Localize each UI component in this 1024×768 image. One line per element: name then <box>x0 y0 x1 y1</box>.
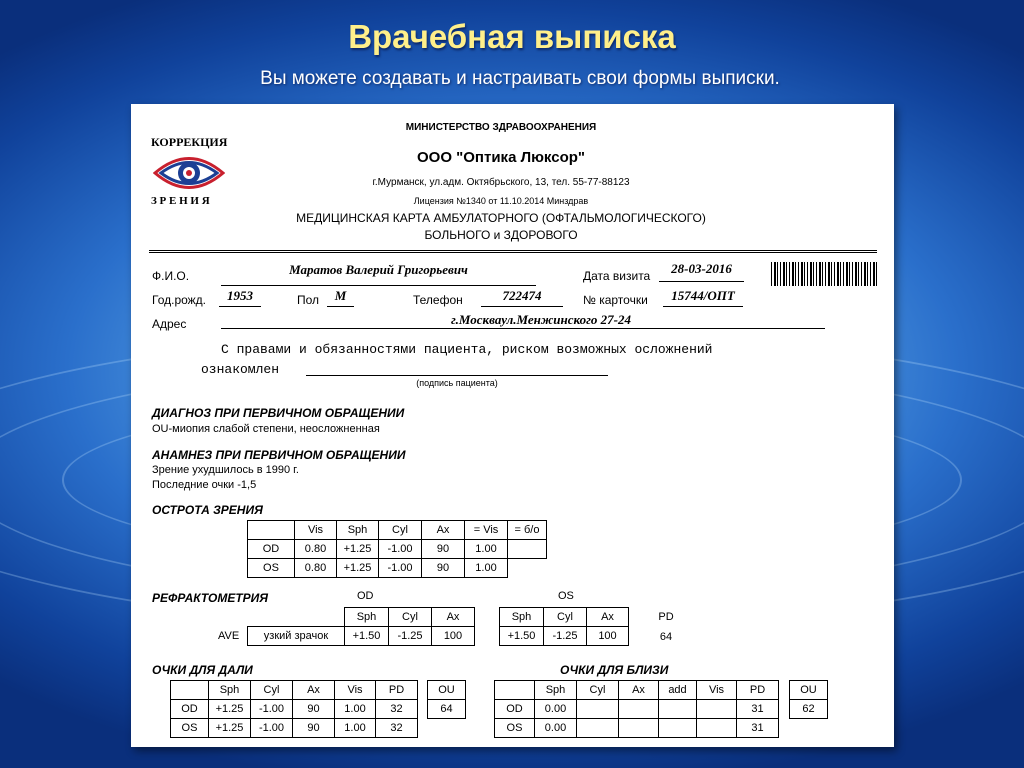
visit-line <box>659 281 744 282</box>
table-cell: = б/о <box>508 521 547 540</box>
near-ou-table <box>789 680 828 719</box>
table-cell: Vis <box>697 681 737 700</box>
table-cell[interactable]: +1.25 <box>209 700 251 719</box>
table-row <box>248 627 475 646</box>
table-cell[interactable] <box>659 700 697 719</box>
table-cell <box>248 521 295 540</box>
card-title-line2: БОЛЬНОГО и ЗДОРОВОГО <box>424 228 578 242</box>
table-cell[interactable]: 90 <box>422 559 465 578</box>
fio-label: Ф.И.О. <box>152 269 190 283</box>
table-cell[interactable]: 0.80 <box>295 559 337 578</box>
near-glasses-heading: ОЧКИ ДЛЯ БЛИЗИ <box>560 663 669 677</box>
far-glasses-table <box>170 680 418 738</box>
birth-line <box>219 306 261 307</box>
header-divider <box>149 250 877 253</box>
table-cell[interactable]: 1.00 <box>465 540 508 559</box>
table-cell[interactable]: -1.25 <box>544 627 587 646</box>
table-cell[interactable]: 1.00 <box>465 559 508 578</box>
table-header-row <box>495 681 779 700</box>
patient-address[interactable]: г.Москваул.Менжинского 27-24 <box>451 312 631 327</box>
table-cell: Vis <box>335 681 376 700</box>
table-cell: Ax <box>293 681 335 700</box>
ministry-name: МИНИСТЕРСТВО ЗДРАВООХРАНЕНИЯ <box>405 122 597 133</box>
table-row <box>495 719 779 738</box>
table-row <box>500 627 629 646</box>
barcode-icon <box>771 262 879 286</box>
anamnesis-line-1: Зрение ухудшилось в 1990 г. <box>152 464 299 476</box>
table-cell[interactable]: -1.25 <box>389 627 432 646</box>
table-row <box>171 700 418 719</box>
card-title-line1: МЕДИЦИНСКАЯ КАРТА АМБУЛАТОРНОГО (ОФТАЛЬМОЛОГИЧЕСКОГО) <box>296 211 706 225</box>
visit-label: Дата визита <box>583 269 651 283</box>
table-cell[interactable]: 31 <box>737 700 779 719</box>
table-row <box>495 700 779 719</box>
phone-label: Телефон <box>413 293 463 307</box>
table-cell[interactable]: +1.50 <box>500 627 544 646</box>
table-cell: OD <box>171 700 209 719</box>
patient-name[interactable]: Маратов Валерий Григорьевич <box>289 262 468 277</box>
table-cell: OU <box>790 681 828 700</box>
org-address: г.Мурманск, ул.адм. Октябрьского, 13, тел. 55-77-88123 <box>372 177 630 188</box>
card-number[interactable]: 15744/ОПТ <box>671 288 735 303</box>
table-cell: Ax <box>619 681 659 700</box>
table-cell <box>248 608 345 627</box>
ave-label: AVE <box>218 630 240 642</box>
table-cell[interactable]: 100 <box>432 627 475 646</box>
table-cell[interactable]: 90 <box>293 700 335 719</box>
table-cell: Sph <box>535 681 577 700</box>
table-cell: Cyl <box>577 681 619 700</box>
table-cell[interactable] <box>659 719 697 738</box>
logo-top-text: КОРРЕКЦИЯ <box>151 135 228 149</box>
anamnesis-line-2: Последние очки -1,5 <box>152 479 257 491</box>
refract-od-table <box>247 607 475 646</box>
table-cell: PD <box>376 681 418 700</box>
diagnosis-text: OU-миопия слабой степени, неосложненная <box>152 423 380 435</box>
diagnosis-heading: ДИАГНОЗ ПРИ ПЕРВИЧНОМ ОБРАЩЕНИИ <box>152 406 405 420</box>
table-cell: Cyl <box>389 608 432 627</box>
table-cell[interactable]: +1.50 <box>345 627 389 646</box>
card-number-label: № карточки <box>583 293 648 307</box>
table-cell: OU <box>428 681 466 700</box>
table-cell: = Vis <box>465 521 508 540</box>
table-cell[interactable]: узкий зрачок <box>248 627 345 646</box>
table-cell[interactable]: +1.25 <box>337 559 379 578</box>
table-cell[interactable]: -1.00 <box>379 559 422 578</box>
table-header-row <box>428 681 466 700</box>
acuity-heading: ОСТРОТА ЗРЕНИЯ <box>152 503 263 517</box>
table-cell: OD <box>248 540 295 559</box>
slide-title: Врачебная выписка <box>348 18 676 55</box>
org-name: ООО "Оптика Люксор" <box>416 149 586 166</box>
table-cell: Sph <box>500 608 544 627</box>
card-line <box>663 306 743 307</box>
table-cell[interactable]: -1.00 <box>251 719 293 738</box>
table-cell[interactable]: 62 <box>790 700 828 719</box>
birth-label: Год.рожд. <box>152 293 207 307</box>
table-cell: add <box>659 681 697 700</box>
table-cell: OD <box>495 700 535 719</box>
table-row <box>790 700 828 719</box>
table-cell <box>495 681 535 700</box>
table-cell[interactable]: 32 <box>376 719 418 738</box>
table-cell[interactable]: 32 <box>376 700 418 719</box>
table-row <box>428 700 466 719</box>
table-cell: OS <box>495 719 535 738</box>
table-cell: Cyl <box>379 521 422 540</box>
anamnesis-heading: АНАМНЕЗ ПРИ ПЕРВИЧНОМ ОБРАЩЕНИИ <box>152 448 406 462</box>
table-cell[interactable] <box>619 719 659 738</box>
table-cell: Cyl <box>544 608 587 627</box>
table-cell[interactable] <box>577 700 619 719</box>
table-cell: Sph <box>209 681 251 700</box>
pd-label: PD <box>658 611 674 623</box>
table-header-row <box>500 608 629 627</box>
sex-label: Пол <box>297 293 320 307</box>
table-cell[interactable]: +1.25 <box>337 540 379 559</box>
table-row <box>248 559 547 578</box>
pd-value[interactable]: 64 <box>659 631 673 643</box>
table-cell[interactable]: +1.25 <box>209 719 251 738</box>
table-cell <box>508 559 547 578</box>
table-cell[interactable] <box>508 540 547 559</box>
medical-document <box>131 104 894 747</box>
logo-bottom-text: З Р Е Н И Я <box>151 195 210 207</box>
table-cell[interactable]: 64 <box>428 700 466 719</box>
table-cell <box>171 681 209 700</box>
table-cell[interactable] <box>697 719 737 738</box>
table-cell[interactable]: 0.00 <box>535 719 577 738</box>
phone-line <box>481 306 563 307</box>
far-ou-table <box>427 680 466 719</box>
table-header-row <box>248 608 475 627</box>
sex-value[interactable]: М <box>334 288 347 303</box>
table-cell[interactable]: 1.00 <box>335 719 376 738</box>
table-cell[interactable]: -1.00 <box>379 540 422 559</box>
refract-od-label: OD <box>357 590 374 602</box>
table-cell: Ax <box>422 521 465 540</box>
consent-text: С правами и обязанностями пациента, риском возможных осложнений <box>221 342 713 357</box>
table-cell: Ax <box>432 608 475 627</box>
acuity-table <box>247 520 547 578</box>
table-header-row <box>248 521 547 540</box>
table-header-row <box>171 681 418 700</box>
address-label: Адрес <box>152 317 187 331</box>
near-glasses-table <box>494 680 779 738</box>
far-glasses-heading: ОЧКИ ДЛЯ ДАЛИ <box>152 663 253 677</box>
table-row <box>171 719 418 738</box>
refract-os-table <box>499 607 629 646</box>
signature-label: (подпись пациента) <box>416 378 498 388</box>
table-cell[interactable] <box>619 700 659 719</box>
consent-text-2: ознакомлен <box>201 362 280 377</box>
table-cell[interactable]: 31 <box>737 719 779 738</box>
eye-logo-icon <box>153 150 225 196</box>
table-row <box>248 540 547 559</box>
visit-date[interactable]: 28-03-2016 <box>671 261 732 276</box>
table-cell: Sph <box>337 521 379 540</box>
refract-os-label: OS <box>558 590 574 602</box>
phone-value[interactable]: 722474 <box>502 288 542 303</box>
sex-line <box>327 306 354 307</box>
table-cell[interactable]: 100 <box>587 627 629 646</box>
refract-heading: РЕФРАКТОМЕТРИЯ <box>152 591 269 605</box>
table-cell: Vis <box>295 521 337 540</box>
signature-line <box>306 375 608 376</box>
org-license: Лицензия №1340 от 11.10.2014 Минздрав <box>413 196 589 206</box>
birth-year[interactable]: 1953 <box>227 288 253 303</box>
table-cell: Ax <box>587 608 629 627</box>
table-cell: PD <box>737 681 779 700</box>
table-cell[interactable] <box>577 719 619 738</box>
table-cell[interactable]: 0.00 <box>535 700 577 719</box>
table-cell: OS <box>248 559 295 578</box>
table-cell[interactable]: -1.00 <box>251 700 293 719</box>
table-cell: OS <box>171 719 209 738</box>
table-header-row <box>790 681 828 700</box>
table-cell: Sph <box>345 608 389 627</box>
address-line <box>221 328 825 329</box>
table-cell[interactable]: 90 <box>293 719 335 738</box>
table-cell[interactable]: 1.00 <box>335 700 376 719</box>
table-cell[interactable]: 0.80 <box>295 540 337 559</box>
table-cell[interactable] <box>697 700 737 719</box>
table-cell: Cyl <box>251 681 293 700</box>
table-cell[interactable]: 90 <box>422 540 465 559</box>
slide-subtitle: Вы можете создавать и настраивать свои формы выписки. <box>260 68 780 89</box>
fio-line <box>221 285 536 286</box>
